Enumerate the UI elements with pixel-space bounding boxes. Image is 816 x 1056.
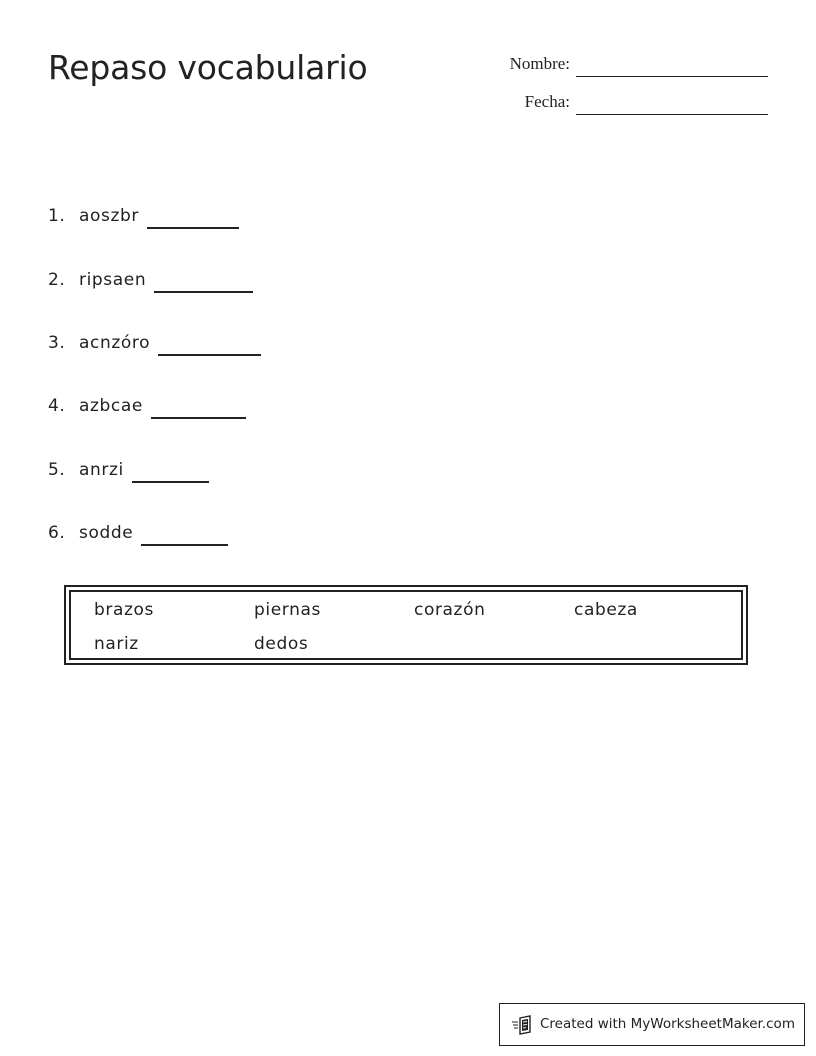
word-bank-item: dedos [254, 634, 309, 654]
question-number: 4. [48, 396, 66, 416]
answer-blank[interactable] [158, 353, 261, 356]
word-bank [64, 585, 748, 665]
word-bank-item: brazos [94, 600, 154, 620]
question-3 [48, 333, 261, 353]
date-line[interactable] [576, 114, 768, 115]
answer-blank[interactable] [132, 480, 209, 483]
question-6 [48, 523, 228, 543]
question-5 [48, 460, 209, 480]
question-number: 5. [48, 460, 66, 480]
question-4 [48, 396, 246, 416]
word-bank-inner-border [69, 590, 743, 660]
question-number: 1. [48, 206, 66, 226]
page-title: Repaso vocabulario [48, 48, 368, 87]
answer-blank[interactable] [154, 290, 253, 293]
word-bank-item: cabeza [574, 600, 638, 620]
answer-blank[interactable] [147, 226, 239, 229]
question-2 [48, 270, 253, 290]
credit-box[interactable] [499, 1003, 805, 1046]
question-1 [48, 206, 239, 226]
scrambled-word: aoszbr [79, 206, 139, 226]
question-number: 6. [48, 523, 66, 543]
question-number: 2. [48, 270, 66, 290]
credit-text: Created with MyWorksheetMaker.com [540, 1016, 795, 1032]
scrambled-word: azbcae [79, 396, 143, 416]
answer-blank[interactable] [151, 416, 246, 419]
word-bank-item: corazón [414, 600, 486, 620]
scrambled-word: ripsaen [79, 270, 147, 290]
scrambled-word: anrzi [79, 460, 124, 480]
scrambled-word: acnzóro [79, 333, 151, 353]
date-label: Fecha: [524, 92, 570, 111]
name-label: Nombre: [509, 54, 570, 73]
question-number: 3. [48, 333, 66, 353]
name-line[interactable] [576, 76, 768, 77]
answer-blank[interactable] [141, 543, 228, 546]
word-bank-item: piernas [254, 600, 321, 620]
worksheet-maker-logo-icon [512, 1015, 534, 1039]
scrambled-word: sodde [79, 523, 134, 543]
word-bank-item: nariz [94, 634, 139, 654]
